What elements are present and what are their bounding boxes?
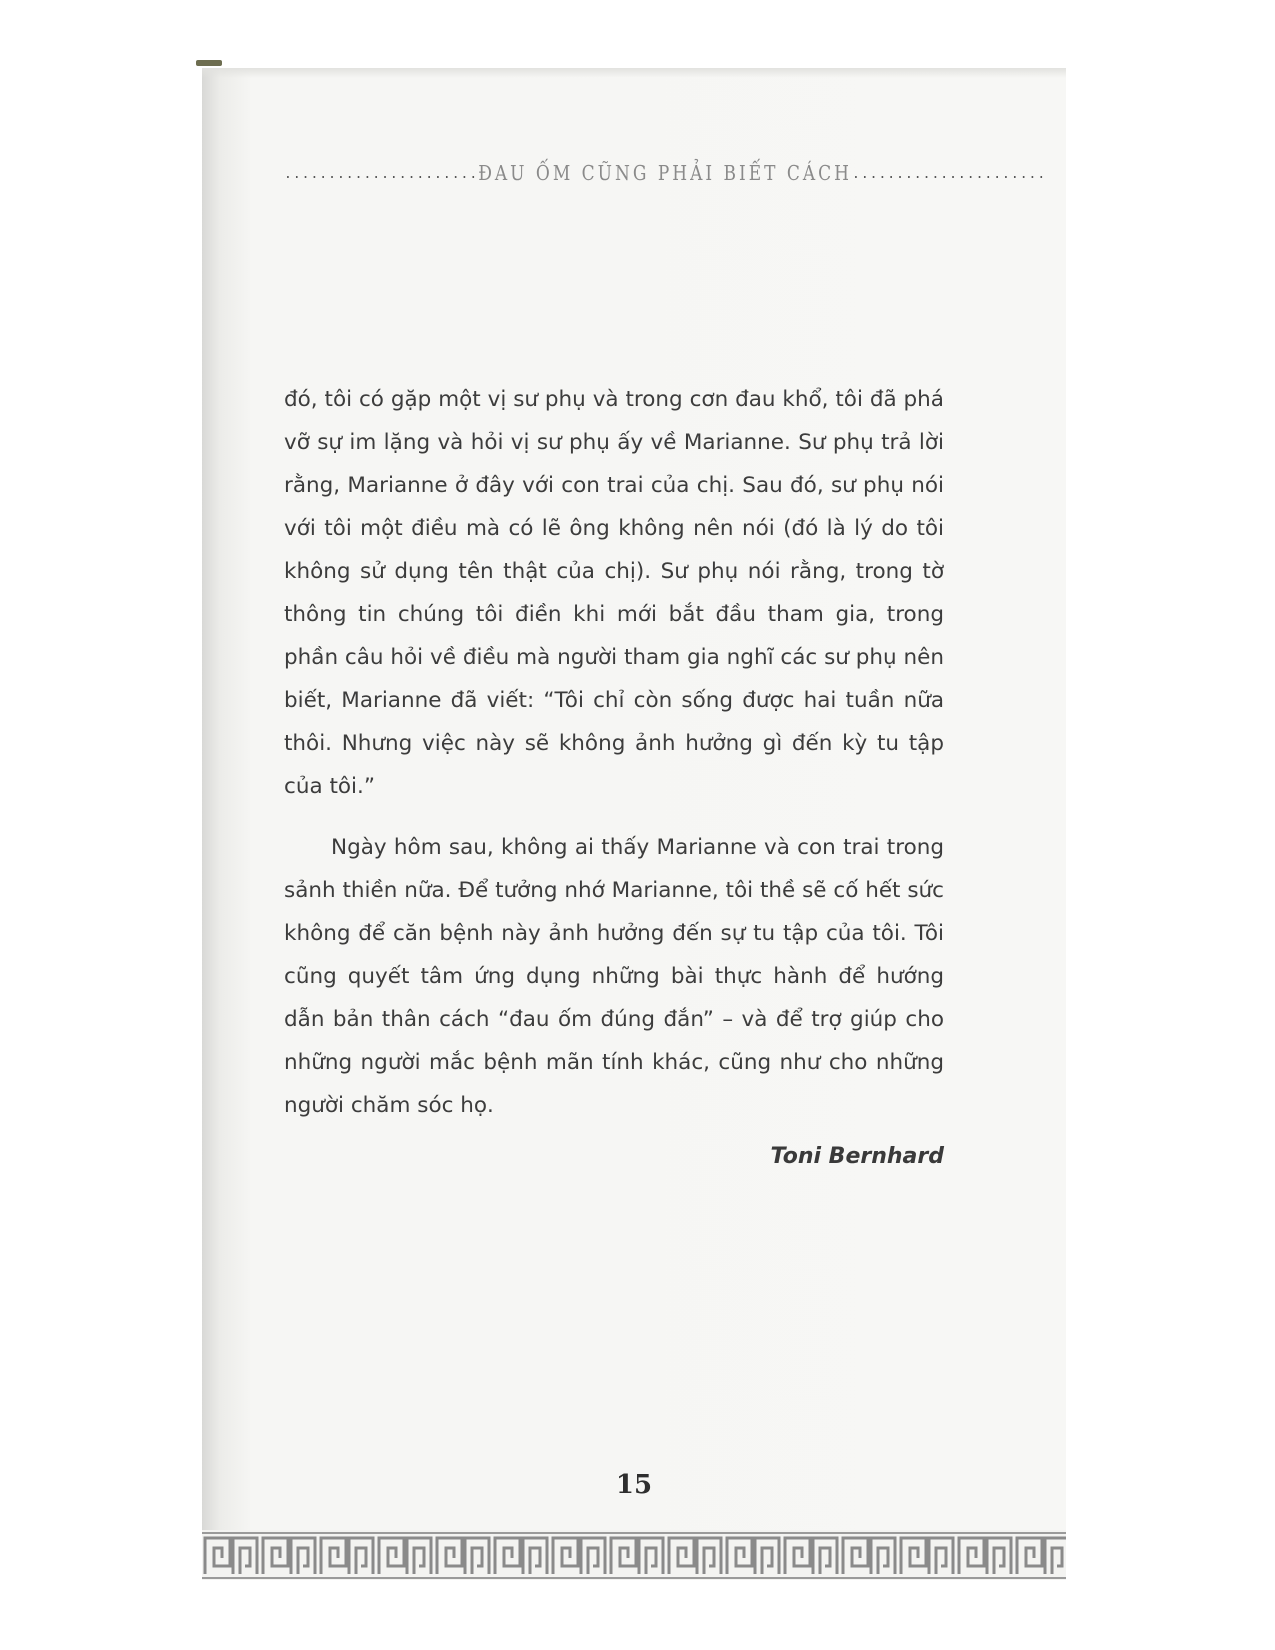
- author-signature: Toni Bernhard: [770, 1144, 944, 1169]
- paragraph-2: Ngày hôm sau, không ai thấy Marianne và con trai trong sảnh thiền nữa. Để tưởng nhớ Marianne, tôi thề sẽ cố hết sức không để căn bệnh này ảnh hưởng đến sự tu tập của tôi. Tôi cũng quyết tâm ứng dụng những bài thực hành để hướng dẫn bản thân cách “đau ốm đúng đắn” – và để trợ giúp cho những người mắc bệnh mãn tính khác, cũng như cho những người chăm sóc họ.: [284, 835, 944, 1118]
- spine-edge: [196, 60, 222, 66]
- header-dots-left: ......................: [284, 166, 479, 182]
- paragraph-1: đó, tôi có gặp một vị sư phụ và trong cơn đau khổ, tôi đã phá vỡ sự im lặng và hỏi vị sư phụ ấy về Marianne. Sư phụ trả lời rằng, Marianne ở đây với con trai của chị. Sau đó, sư phụ nói với tôi một điều mà có lẽ ông không nên nói (đó là lý do tôi không sử dụng tên thật của chị). Sư phụ nói rằng, trong tờ thông tin chúng tôi điền khi mới bắt đầu tham gia, trong phần câu hỏi về điều mà người tham gia nghĩ các sư phụ nên biết, Marianne đã viết: “Tôi chỉ còn sống được hai tuần nữa thôi. Nhưng việc này sẽ không ảnh hưởng gì đến kỳ tu tập của tôi.”: [284, 387, 944, 799]
- header-title: ĐAU ỐM CŨNG PHẢI BIẾT CÁCH: [478, 162, 852, 186]
- book-page: [202, 68, 1066, 1580]
- header-dots-right: ......................: [852, 166, 1047, 182]
- body-text: [284, 378, 944, 1178]
- page-number: 15: [615, 1470, 653, 1500]
- running-header: [284, 162, 1047, 186]
- page-shadow: [202, 68, 1066, 78]
- greek-key-pattern-icon: [202, 1530, 1066, 1580]
